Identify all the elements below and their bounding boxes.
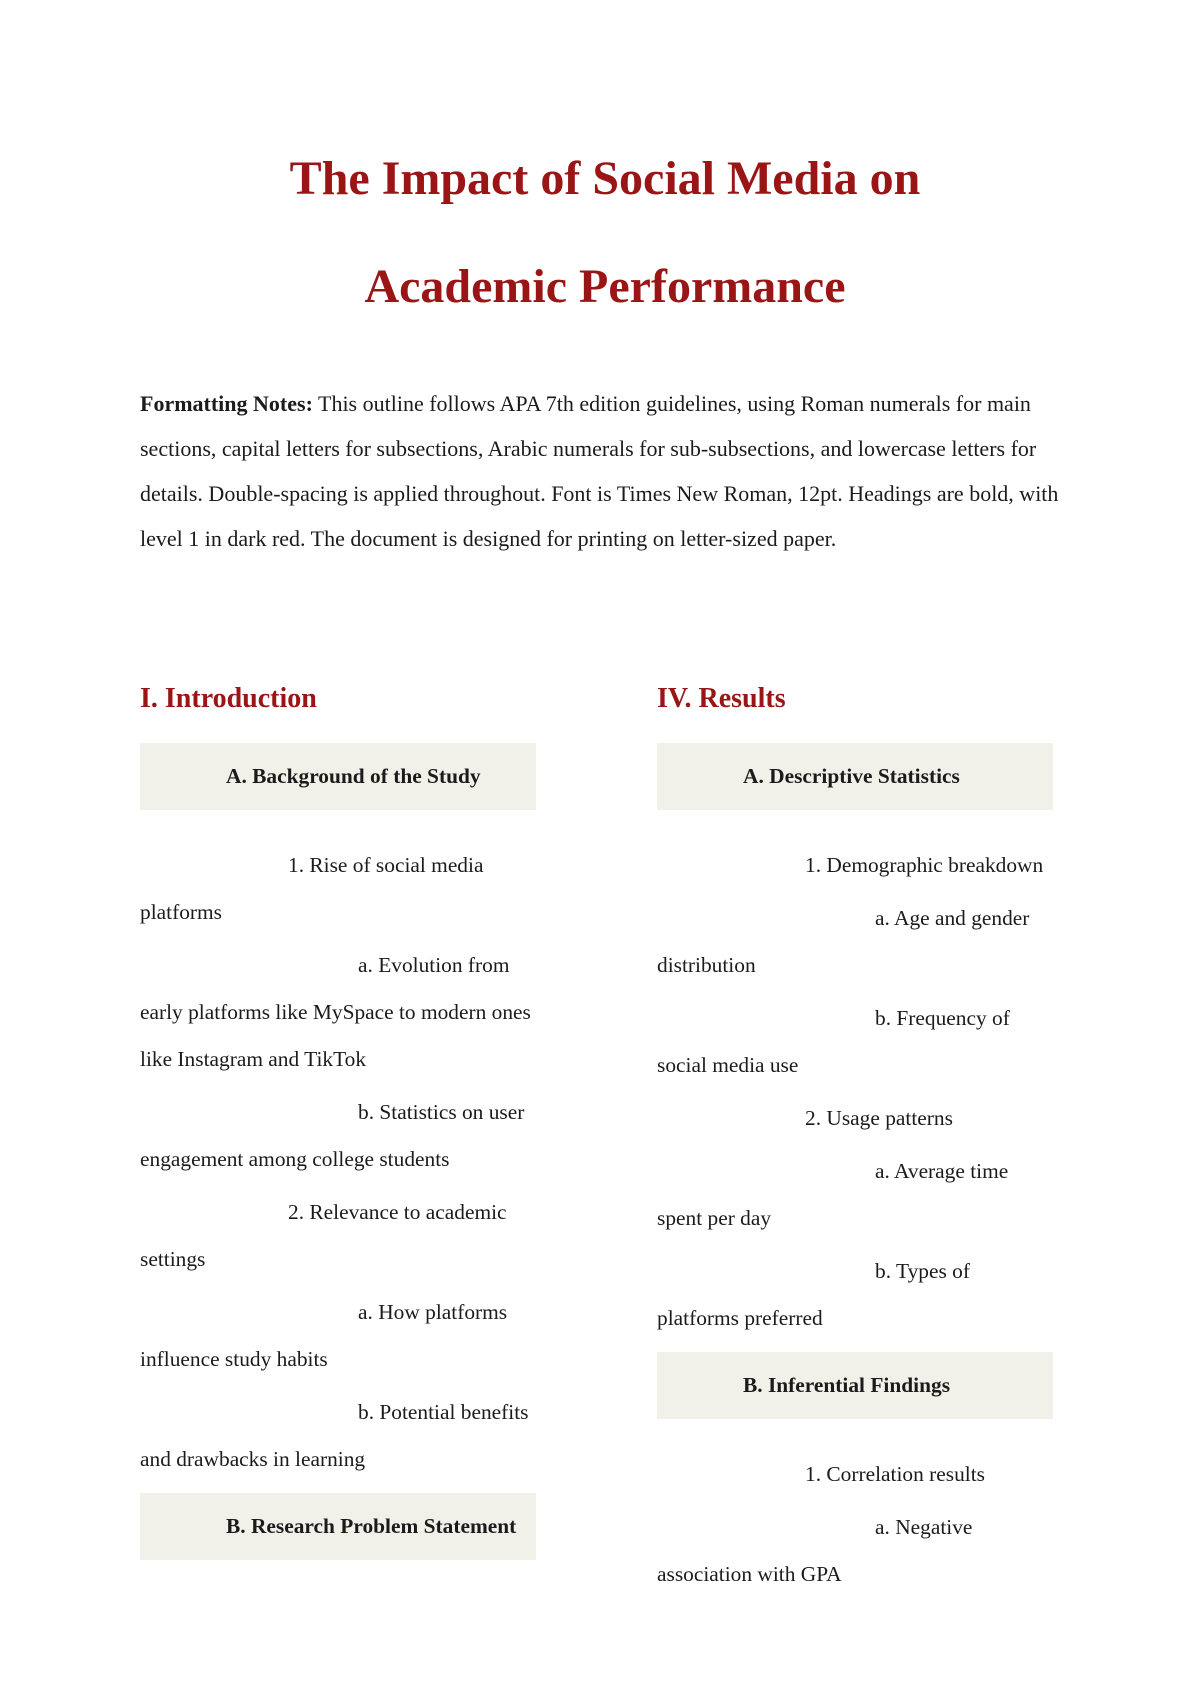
- outline-item: a. Age and gender distribution: [657, 906, 1030, 977]
- document-title: [140, 125, 1070, 341]
- outline-item: 1. Rise of social media platforms: [140, 853, 484, 924]
- outline-item: b. Types of platforms preferred: [657, 1259, 970, 1330]
- outline-item: b. Statistics on user engagement among college students: [140, 1100, 525, 1171]
- outline-item: b. Potential benefits and drawbacks in learning: [140, 1400, 529, 1471]
- document-title-line2: Academic Performance: [364, 260, 846, 313]
- outline-column-results: [657, 681, 1053, 1604]
- outline-item: a. How platforms influence study habits: [140, 1300, 508, 1371]
- formatting-notes-text: This outline follows APA 7th edition guidelines, using Roman numerals for main sections, capital letters for subsections, Arabic numerals for sub-subsections, and lowercase letters for details. Double-spacing is applied throughout. Font is Times New Roman, 12pt. Headings are bold, with level 1 in dark red. The document is designed for printing on letter-sized paper.: [140, 391, 1059, 551]
- formatting-notes-paragraph: [140, 381, 1070, 561]
- outline-item: a. Evolution from early platforms like MySpace to modern ones like Instagram and TikTok: [140, 953, 531, 1071]
- outline-subsection-heading: B. Research Problem Statement: [140, 1493, 536, 1560]
- outline-item: a. Average time spent per day: [657, 1159, 1009, 1230]
- outline-item: 1. Demographic breakdown: [805, 853, 1044, 877]
- section-heading-results: IV. Results: [657, 683, 786, 714]
- outline-item: b. Frequency of social media use: [657, 1006, 1010, 1077]
- section-heading-introduction: I. Introduction: [140, 683, 317, 714]
- outline-items-results: [657, 743, 1053, 1598]
- outline-subsection-heading: A. Descriptive Statistics: [657, 743, 1053, 810]
- outline-item: 2. Relevance to academic settings: [140, 1200, 507, 1271]
- outline-items-introduction: [140, 743, 536, 1560]
- outline-item: 1. Correlation results: [805, 1462, 986, 1486]
- outline-item: 2. Usage patterns: [805, 1106, 953, 1130]
- outline-columns: [140, 681, 1070, 1604]
- outline-column-introduction: [140, 681, 536, 1592]
- outline-subsection-heading: B. Inferential Findings: [657, 1352, 1053, 1419]
- outline-item: a. Negative association with GPA: [657, 1515, 973, 1586]
- document-title-line1: The Impact of Social Media on: [289, 152, 921, 205]
- formatting-notes-label: Formatting Notes:: [140, 391, 313, 416]
- outline-subsection-heading: A. Background of the Study: [140, 743, 536, 810]
